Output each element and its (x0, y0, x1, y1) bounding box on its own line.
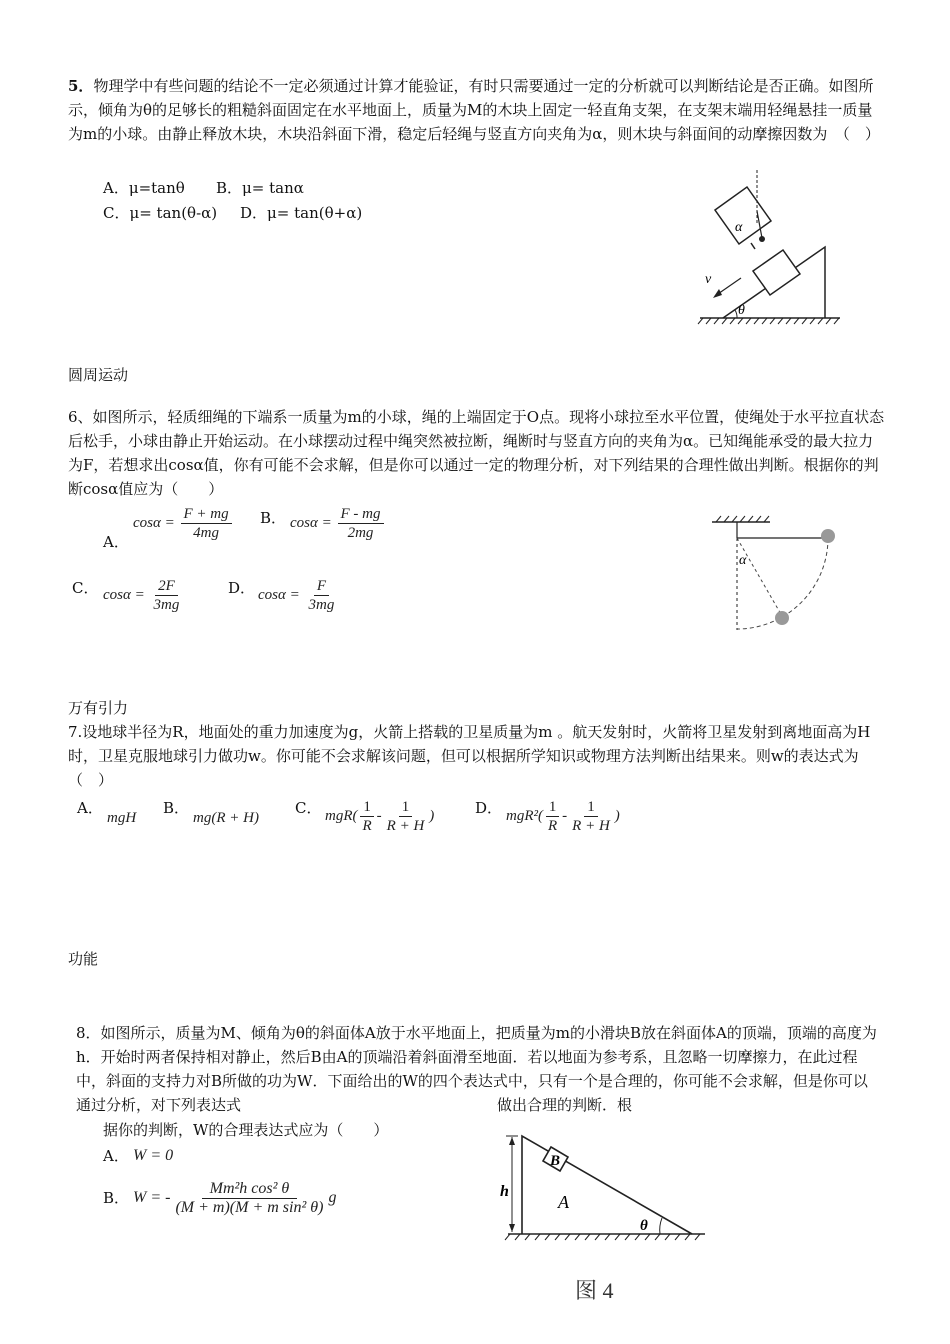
q7-d-minus: - (562, 807, 568, 824)
q7-d-frac1-den: R (548, 818, 558, 834)
q6-label-d: D． (228, 579, 256, 597)
q6-label-b: B． (260, 509, 287, 527)
q6-figure (710, 512, 845, 637)
q6-paragraph: 6、如图所示，轻质细绳的下端系一质量为m的小球，绳的上端固定于O点。现将小球拉至水平位置，使绳处于水平拉直状态后松手，小球由静止开始运动。在小球摆动过程中绳突然被拉断，绳断时与竖直方向的夹角为α。已知绳能承受的最大拉力为F，若想求出cosα值，你有可能不会求解，但是你可以通过一定的物理分析，对下列结果的合理性做出判断。根据你的判断cosα值应为（ ） (68, 408, 885, 498)
q5-option-d: D．μ= tan(θ+α) (240, 204, 363, 222)
q6-option-d-formula (258, 577, 339, 614)
q7-paragraph: 7.设地球半径为R，地面处的重力加速度为g，火箭上搭载的卫星质量为m 。航天发射时，火箭将卫星发射到离地面高为H时，卫星克服地球引力做功w。你可能不会求解该问题，但可以根据所学知识或物理方法判断出结果来。则w的表达式为（ ） (68, 723, 871, 789)
q8-fig-h: h (500, 1183, 509, 1200)
q6-d-numerator: F (314, 577, 329, 596)
q6-c-numerator: 2F (155, 577, 178, 596)
q7-option-b-formula: mg(R + H) (193, 810, 259, 826)
q5-fig-alpha: α (735, 220, 743, 235)
q7-d-frac2-den: R + H (572, 818, 610, 834)
q6-cos-label: cosα = (258, 586, 300, 603)
q7-c-minus: - (376, 807, 382, 824)
q6-b-denominator: 2mg (347, 525, 374, 541)
q7-c-prefix: mgR( (325, 807, 358, 824)
q6-a-denominator: 4mg (193, 525, 219, 541)
q5-figure (695, 165, 845, 327)
q7-d-prefix: mgR²( (506, 807, 543, 824)
q8-label-b: B． (103, 1189, 130, 1207)
q8-text-part1: 8．如图所示，质量为M、倾角为θ的斜面体A放于水平地面上，把质量为m的小滑块B放在斜面体A的顶端，顶端的高度为h．开始时两者保持相对静止，然后B由A的顶端沿着斜面滑至地面．若以地面为参考系，且忽略一切摩擦力，在此过程中，斜面的支持力对B所做的功为W．下面给出的W的四个表达式中，只有一个是合理的，你可能不会求解，但是你可以 通过分析，对下列表达式 (76, 1024, 877, 1114)
q6-cos-label: cosα = (290, 514, 332, 531)
q7-c-frac1-den: R (362, 818, 372, 834)
q8-paragraph (76, 1021, 886, 1117)
q5-text: 物理学中有些问题的结论不一定必须通过计算才能验证，有时只需要通过一定的分析就可以判断结论是否正确。如图所示，倾角为θ的足够长的粗糙斜面固定在水平地面上，质量为M的木块上固定一轻直角支架，在支架末端用轻绳悬挂一质量为m的小球。由静止释放木块，木块沿斜面下滑，稳定后轻绳与竖直方向夹角为α，则木块与斜面间的动摩擦因数为 （ ） (68, 77, 880, 143)
section-circular-motion: 圆周运动 (68, 366, 129, 384)
q8-b-g: g (328, 1189, 337, 1207)
q6-cos-label: cosα = (103, 586, 145, 603)
q8-fig-a: A (558, 1192, 569, 1212)
q6-b-numerator: F - mg (338, 505, 384, 524)
q8-text-part1b: 做出合理的判断．根 (497, 1096, 633, 1114)
q6-a-numerator: F + mg (181, 505, 232, 524)
q8-text-part2: 据你的判断，W的合理表达式应为（ ） (103, 1121, 389, 1139)
q8-fig-b: B (550, 1153, 561, 1169)
q6-label-c: C． (72, 579, 99, 597)
q8-fig-theta: θ (640, 1218, 648, 1234)
q6-fig-alpha: α (739, 553, 747, 568)
q7-label-c: C． (295, 799, 322, 817)
q5-option-b: B．μ= tanα (216, 179, 304, 197)
q5-option-a: A．μ=tanθ (103, 179, 185, 197)
q7-c-close: ) (429, 807, 435, 824)
q7-option-c-formula (325, 798, 434, 835)
q6-option-c-formula (103, 577, 184, 614)
q7-label-d: D． (475, 799, 503, 817)
q8-b-lhs: W = - (133, 1189, 171, 1207)
q7-c-frac1-num: 1 (360, 798, 374, 817)
q7-c-frac2-den: R + H (386, 818, 425, 834)
q6-option-b-formula (290, 505, 386, 542)
q6-cos-label: cosα = (133, 514, 175, 531)
q8-option-b-formula (133, 1180, 336, 1217)
q7-d-frac2-num: 1 (584, 798, 598, 817)
q7-c-frac2-num: 1 (399, 798, 413, 817)
q7-option-a-formula: mgH (107, 810, 137, 826)
q5-fig-v: v (705, 272, 712, 287)
q7-label-a: A． (77, 799, 103, 817)
q8-b-numerator: Mm²h cos² θ (202, 1180, 298, 1199)
q7-label-b: B． (163, 799, 190, 817)
q8-b-denominator: (M + m)(M + m sin² θ) (175, 1199, 324, 1216)
q5-number: 5． (68, 77, 94, 95)
q8-figure (500, 1128, 720, 1313)
q8-option-a-formula: W = 0 (133, 1147, 174, 1164)
q7-option-d-formula (506, 798, 620, 835)
q8-label-a: A． (103, 1147, 129, 1165)
q5-fig-theta: θ (738, 303, 745, 318)
section-work-energy: 功能 (68, 950, 99, 968)
q6-c-denominator: 3mg (153, 597, 180, 613)
q5-paragraph (68, 74, 886, 146)
q6-label-a: A． (103, 533, 129, 551)
q7-d-close: ) (614, 807, 620, 824)
q6-d-denominator: 3mg (308, 597, 335, 613)
q8-fig-caption: 图 4 (575, 1278, 614, 1303)
q5-option-c: C．μ= tan(θ-α) (103, 204, 218, 222)
q6-option-a-formula (133, 505, 234, 542)
q7-d-frac1-num: 1 (546, 798, 560, 817)
section-gravitation: 万有引力 (68, 699, 129, 717)
